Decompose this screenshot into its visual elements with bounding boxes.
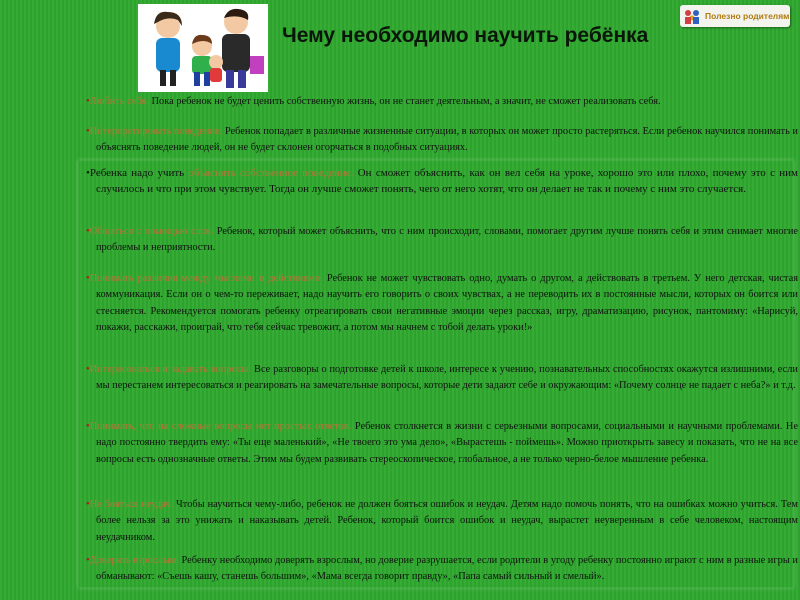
item-not-fear-failure [86,497,798,546]
family-illustration [138,4,268,92]
badge-label: Полезно родителям [705,11,790,21]
item-heading: Любить себя. [89,96,149,107]
bullet: • [86,167,90,179]
item-pre: Ребенка надо учить [89,167,189,179]
family-logo-icon [682,6,702,26]
bullet: • [86,226,90,237]
item-thoughts-vs-actions [86,271,798,336]
item-text: Ребенку необходимо доверять взрослым, но доверие разрушается, если родители в угоду ребенку постоянно играют с ним в разные игры и обманывают: «Съешь кашу, станешь большим», «Мама всегда говорит правду», «Папа самый сильный и смелый». [96,555,798,583]
item-ask-questions [86,362,798,395]
slide-title: Чему необходимо научить ребёнка [282,24,649,47]
parents-badge [680,5,790,27]
item-trust-adults [86,553,798,586]
bullet: • [86,273,90,284]
item-text: Все разговоры о подготовке детей к школе, интересе к учению, познавательных способностях окажутся излишними, если мы перестанем интересоваться и реагировать на замечательные вопросы, которые дети задают себе и окружающим: «Почему солнце не падает с неба?» и т.д. [96,364,798,392]
item-heading: объяснять собственное поведение. [188,167,354,179]
item-interpret-behavior [86,124,798,157]
item-communicate-words [86,224,798,257]
item-explain-own-behavior [86,165,798,198]
bullet: • [86,555,90,566]
item-heading: Интересоваться и задавать вопросы. [89,364,252,375]
bullet: • [86,421,90,432]
bullet: • [86,126,90,137]
bullet: • [86,499,90,510]
item-heading: Интерпретировать поведение. [89,126,223,137]
bullet: • [86,96,90,107]
item-no-simple-answers [86,419,798,468]
item-text: Ребенок, который может объяснить, что с ним происходит, словами, помогает другим лучше понять себя и этим снимает многие проблемы и неприятности. [96,226,798,254]
item-text: Ребенок не может чувствовать одно, думать о другом, а действовать в третьем. У него детская, чистая коммуникация. Если он о чем-то переживает, надо научить его говорить о своих чувствах, а не переводить их в постоянные мысли, которых он боится или стесняется. Рекомендуется помогать ребенку отреагировать свои негативные эмоции через рассказ, игру, драматизацию, рисунок, пантомиму: «Нарисуй, покажи, расскажи, проиграй, что тебя сейчас тревожит, а потом мы начнем с тобой делать уроки!» [96,273,798,333]
item-heading: Доверять взрослым. [89,555,179,566]
item-heading: Понимать, что на сложные вопросы нет простых ответов. [89,421,352,432]
bullet: • [86,364,90,375]
item-text: Ребенок попадает в различные жизненные ситуации, в которых он может просто растеряться. Если ребенок научился понимать и объяснять поведение людей, он не будет склонен огорчаться в подобных ситуациях. [96,126,798,154]
item-text: Ребенок столкнется в жизни с серьезными вопросами, социальными и научными проблемами. Не надо постоянно твердить ему: «Ты еще маленький», «Не твоего это ума дело», «Вырастешь - поймешь». Можно приоткрыть завесу и показать, что не на все вопросы есть однозначные ответы. Этим мы будем развивать стереоскопическое, глобальное, а не только черно-белое мышление ребенка. [96,421,799,465]
item-text: Пока ребенок не будет ценить собственную жизнь, он не станет деятельным, а значит, не сможет реализовать себя. [148,96,661,107]
item-love-self [86,94,788,110]
item-heading: Не бояться неудач. [89,499,174,510]
item-heading: Понимать различия между мыслями и действиями. [89,273,323,284]
item-text: Чтобы научиться чему-либо, ребенок не должен бояться ошибок и неудач. Детям надо помочь понять, что на ошибках можно учиться. Тем более нельзя за это унижать и наказывать детей. Ребенок, который боится ошибок и неудач, вырастет неуверенным в себе человеком, настоящим неудачником. [96,499,798,543]
item-heading: Общаться с помощью слов. [89,226,214,237]
item-text: Он сможет объяснить, как он вел себя на уроке, хорошо это или плохо, почему это с ним случилось и что при этом чувствует. Тогда он лучше сможет понять, чего от него хотят, что он делает не так и почему с ним это случается. [96,167,798,196]
